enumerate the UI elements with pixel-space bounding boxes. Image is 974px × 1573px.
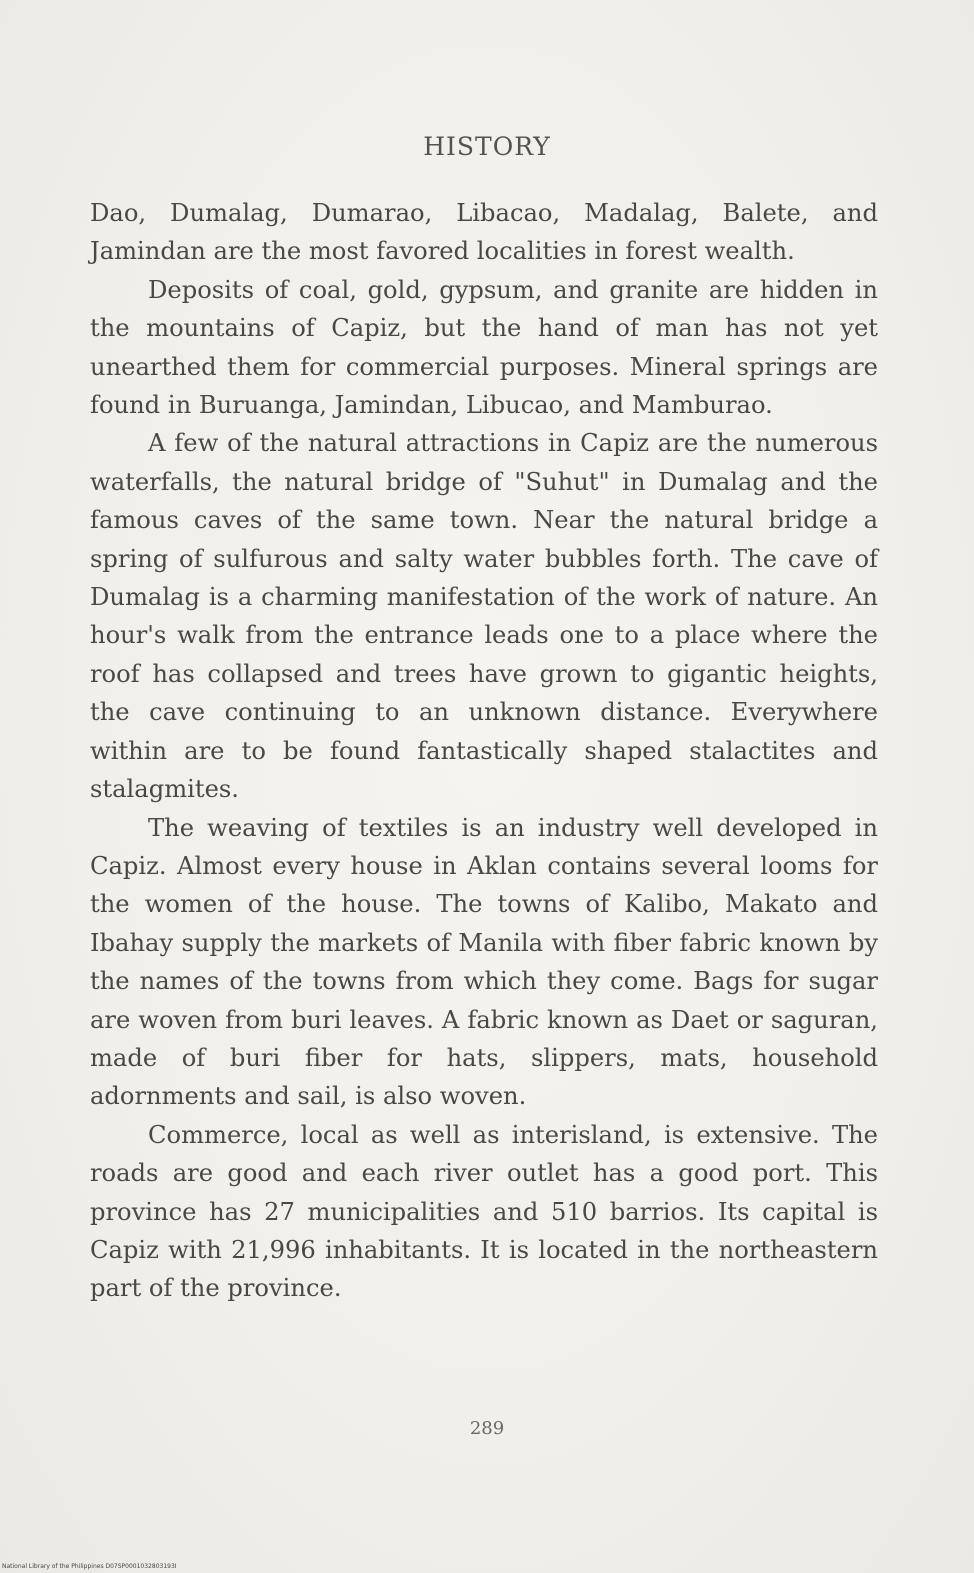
page-number: 289 xyxy=(469,1418,505,1439)
paragraph-commerce: Commerce, local as well as interisland, is extensive. The roads are good and each river outlet has a good port. This province has 27 municipalities and 510 barrios. Its capital is Capiz with 21,996 inhabitants. It is located in the northeastern part of the province. xyxy=(90,1120,878,1303)
archive-credit: National Library of the Philippines D07SP0001032803193I xyxy=(2,1563,177,1570)
body-text xyxy=(90,194,878,1308)
paragraph-deposits: Deposits of coal, gold, gypsum, and granite are hidden in the mountains of Capiz, but the hand of man has not yet unearthed them for commercial purposes. Mineral springs are found in Buruanga, Jamindan, Libucao, and Mamburao. xyxy=(90,275,878,420)
paragraph-weaving: The weaving of textiles is an industry well developed in Capiz. Almost every house in Aklan contains several looms for the women of the house. The towns of Kalibo, Makato and Ibahay supply the markets of Manila with fiber fabric known by the names of the towns from which they come. Bags for sugar are woven from buri leaves. A fabric known as Daet or saguran, made of buri fiber for hats, slippers, mats, household adornments and sail, is also woven. xyxy=(90,813,878,1111)
paragraph-natural-attractions: A few of the natural attractions in Capiz are the numerous waterfalls, the natural bridge of "Suhut" in Dumalag and the famous caves of the same town. Near the natural bridge a spring of sulfurous and salty water bubbles forth. The cave of Dumalag is a charming manifestation of the work of nature. An hour's walk from the entrance leads one to a place where the roof has collapsed and trees have grown to gigantic heights, the cave continuing to an unknown distance. Everywhere within are to be found fantastically shaped stalactites and stalagmites. xyxy=(90,429,878,804)
paragraph-continuation: Dao, Dumalag, Dumarao, Libacao, Madalag, Balete, and Jamindan are the most favored localities in forest wealth. xyxy=(90,199,878,266)
page-header-title: HISTORY xyxy=(423,132,551,161)
